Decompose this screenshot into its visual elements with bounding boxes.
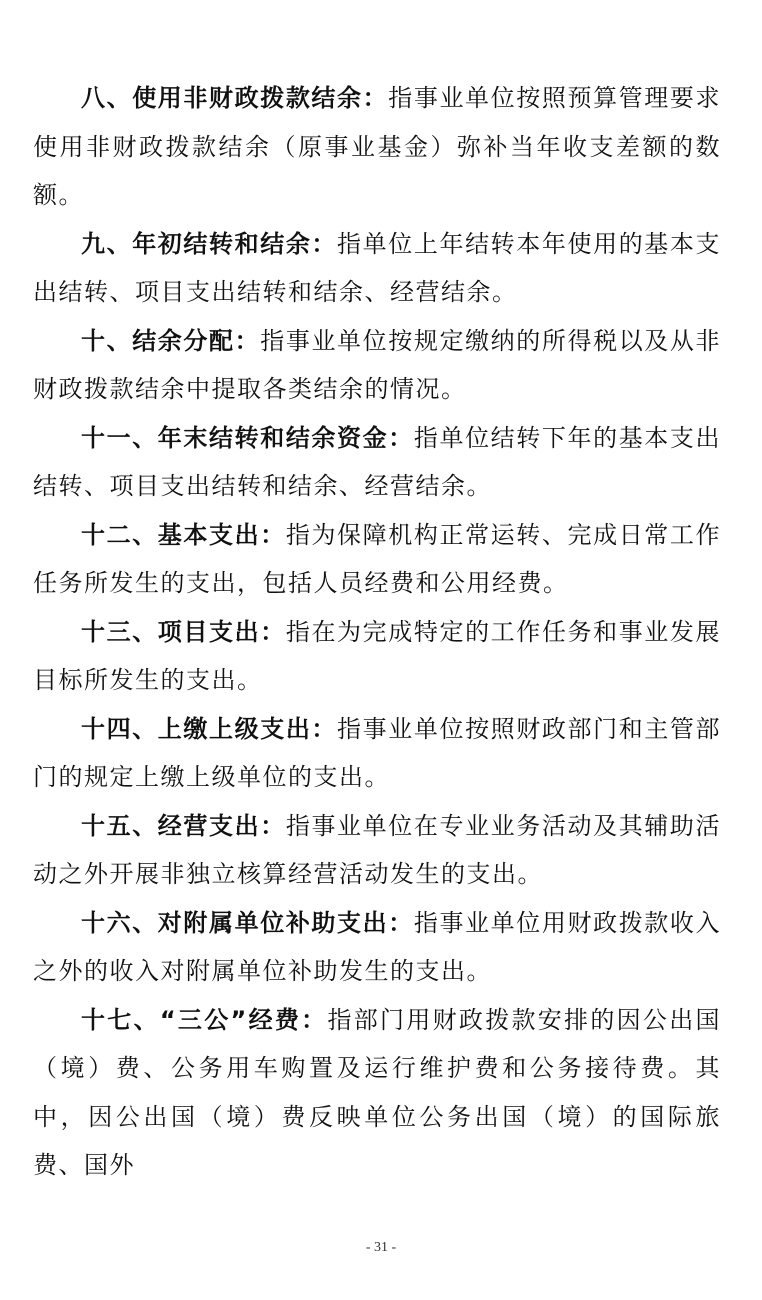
document-body [33,74,721,1190]
paragraph-body: 指事业单位按照财政部门和主管部门的规定上缴上级单位的支出。 [33,714,722,791]
paragraph-term: 十七、“三公”经费： [81,1005,328,1034]
paragraph-seventeen [33,996,721,1190]
paragraph-body: 指事业单位按照预算管理要求使用非财政拨款结余（原事业基金）弥补当年收支差额的数额。 [33,84,721,209]
paragraph-term: 十六、对附属单位补助支出： [81,908,414,937]
paragraph-thirteen [33,608,721,705]
paragraph-body: 指在为完成特定的工作任务和事业发展目标所发生的支出。 [33,617,722,694]
paragraph-twelve [33,511,721,608]
paragraph-body: 指事业单位在专业业务活动及其辅助活动之外开展非独立核算经营活动发生的支出。 [33,811,722,888]
paragraph-term: 八、使用非财政拨款结余： [81,84,389,112]
paragraph-body: 指事业单位用财政拨款收入之外的收入对附属单位补助发生的支出。 [33,908,722,985]
paragraph-body: 指事业单位按规定缴纳的所得税以及从非财政拨款结余中提取各类结余的情况。 [33,326,722,403]
paragraph-term: 十二、基本支出： [81,520,286,549]
paragraph-sixteen [33,899,721,996]
paragraph-term: 九、年初结转和结余： [81,229,338,258]
paragraph-body: 指部门用财政拨款安排的因公出国（境）费、公务用车购置及运行维护费和公务接待费。其中，因公出国（境）费反映单位公务出国（境）的国际旅费、国外 [33,1005,722,1179]
paragraph-body: 指单位上年结转本年使用的基本支出结转、项目支出结转和结余、经营结余。 [33,229,722,306]
paragraph-body: 指单位结转下年的基本支出结转、项目支出结转和结余、经营结余。 [33,423,722,500]
paragraph-term: 十三、项目支出： [81,617,286,646]
paragraph-term: 十五、经营支出： [81,811,286,840]
page-number: - 31 - [365,1240,397,1255]
paragraph-term: 十、结余分配： [81,326,261,355]
paragraph-fifteen [33,802,721,899]
paragraph-nine [33,220,721,317]
paragraph-ten [33,317,721,414]
paragraph-fourteen [33,705,721,802]
paragraph-body: 指为保障机构正常运转、完成日常工作任务所发生的支出，包括人员经费和公用经费。 [33,520,722,597]
paragraph-eight [33,74,721,220]
paragraph-term: 十四、上缴上级支出： [81,714,338,743]
paragraph-term: 十一、年末结转和结余资金： [81,423,414,452]
paragraph-eleven [33,414,721,511]
